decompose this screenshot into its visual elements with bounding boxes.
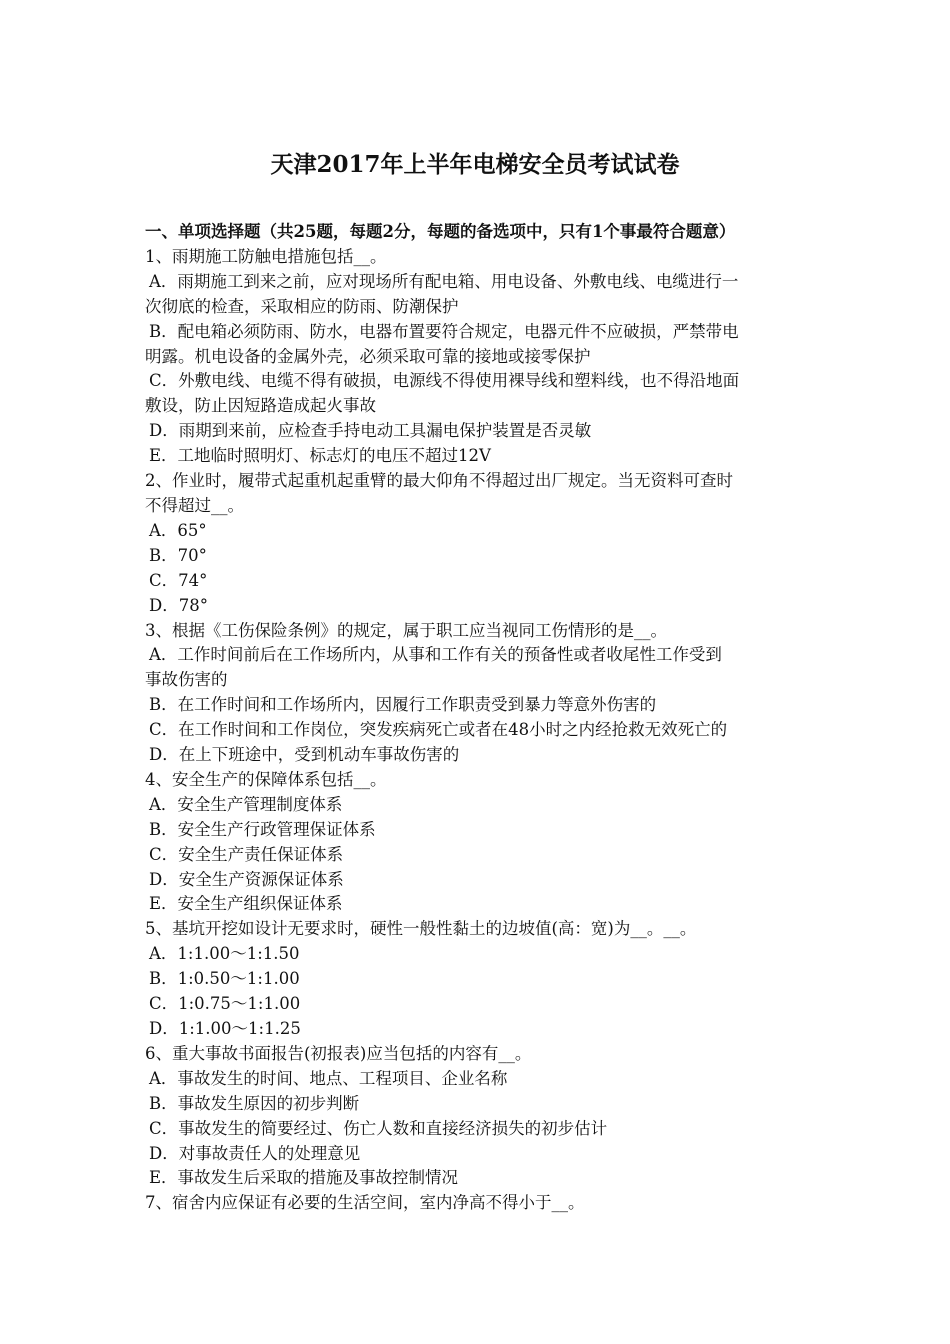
answer-option: E．工地临时照明灯、标志灯的电压不超过12V bbox=[149, 446, 491, 466]
answer-option: B．安全生产行政管理保证体系 bbox=[149, 819, 376, 839]
answer-option: 事故伤害的 bbox=[145, 670, 228, 690]
answer-option: D．对事故责任人的处理意见 bbox=[149, 1143, 361, 1163]
question-stem: 不得超过__。 bbox=[145, 495, 244, 515]
answer-option: A．雨期施工到来之前，应对现场所有配电箱、用电设备、外敷电线、电缆进行一 bbox=[149, 271, 739, 291]
answer-option: C．1:0.75～1:1.00 bbox=[149, 994, 301, 1014]
answer-option: D．78° bbox=[149, 595, 208, 615]
answer-option: A．安全生产管理制度体系 bbox=[149, 794, 343, 814]
answer-option: A．65° bbox=[149, 520, 207, 540]
document-title: 天津2017年上半年电梯安全员考试试卷 bbox=[270, 151, 680, 178]
question-stem: 6、重大事故书面报告(初报表)应当包括的内容有__。 bbox=[145, 1043, 532, 1063]
answer-option: B．配电箱必须防雨、防水，电器布置要符合规定，电器元件不应破损，严禁带电 bbox=[149, 321, 739, 341]
answer-option: E．事故发生后采取的措施及事故控制情况 bbox=[149, 1168, 459, 1188]
question-stem: 2、作业时，履带式起重机起重臂的最大仰角不得超过出厂规定。当无资料可查时 bbox=[145, 471, 733, 491]
answer-option: 次彻底的检查，采取相应的防雨、防潮保护 bbox=[145, 296, 459, 316]
answer-option: C．安全生产责任保证体系 bbox=[149, 844, 344, 864]
question-stem: 4、安全生产的保障体系包括__。 bbox=[145, 769, 387, 789]
answer-option: E．安全生产组织保证体系 bbox=[149, 894, 343, 914]
question-stem: 3、根据《工伤保险条例》的规定，属于职工应当视同工伤情形的是__。 bbox=[145, 620, 667, 640]
answer-option: C．外敷电线、电缆不得有破损，电源线不得使用裸导线和塑料线，也不得沿地面 bbox=[149, 371, 740, 391]
answer-option: D．1:1.00～1:1.25 bbox=[149, 1019, 301, 1038]
answer-option: A．事故发生的时间、地点、工程项目、企业名称 bbox=[149, 1068, 508, 1088]
answer-option: B．事故发生原因的初步判断 bbox=[149, 1093, 360, 1113]
answer-option: D．安全生产资源保证体系 bbox=[149, 869, 344, 889]
question-stem: 5、基坑开挖如设计无要求时，硬性一般性黏土的边坡值(高：宽)为__。__。 bbox=[145, 919, 697, 939]
answer-option: A．1:1.00～1:1.50 bbox=[149, 944, 300, 964]
answer-option: B．在工作时间和工作场所内，因履行工作职责受到暴力等意外伤害的 bbox=[149, 695, 657, 715]
answer-option: A．工作时间前后在工作场所内，从事和工作有关的预备性或者收尾性工作受到 bbox=[149, 645, 722, 665]
answer-option: C．事故发生的简要经过、伤亡人数和直接经济损失的初步估计 bbox=[149, 1118, 608, 1138]
answer-option: B．70° bbox=[149, 545, 207, 565]
answer-option: D．雨期到来前，应检查手持电动工具漏电保护装置是否灵敏 bbox=[149, 421, 592, 441]
answer-option: C．在工作时间和工作岗位，突发疾病死亡或者在48小时之内经抢救无效死亡的 bbox=[149, 720, 728, 740]
answer-option: B．1:0.50～1:1.00 bbox=[149, 969, 300, 989]
answer-option: 明露。机电设备的金属外壳，必须采取可靠的接地或接零保护 bbox=[145, 346, 591, 366]
question-stem: 7、宿舍内应保证有必要的生活空间，室内净高不得小于__。 bbox=[145, 1193, 585, 1213]
answer-option: C．74° bbox=[149, 570, 208, 590]
section-heading: 一、单项选择题（共25题，每题2分，每题的备选项中，只有1个事最符合题意） bbox=[145, 222, 736, 241]
answer-option: 敷设，防止因短路造成起火事故 bbox=[145, 396, 376, 416]
document-body bbox=[145, 220, 813, 1216]
answer-option: D．在上下班途中，受到机动车事故伤害的 bbox=[149, 745, 460, 765]
question-stem: 1、雨期施工防触电措施包括__。 bbox=[145, 246, 387, 266]
